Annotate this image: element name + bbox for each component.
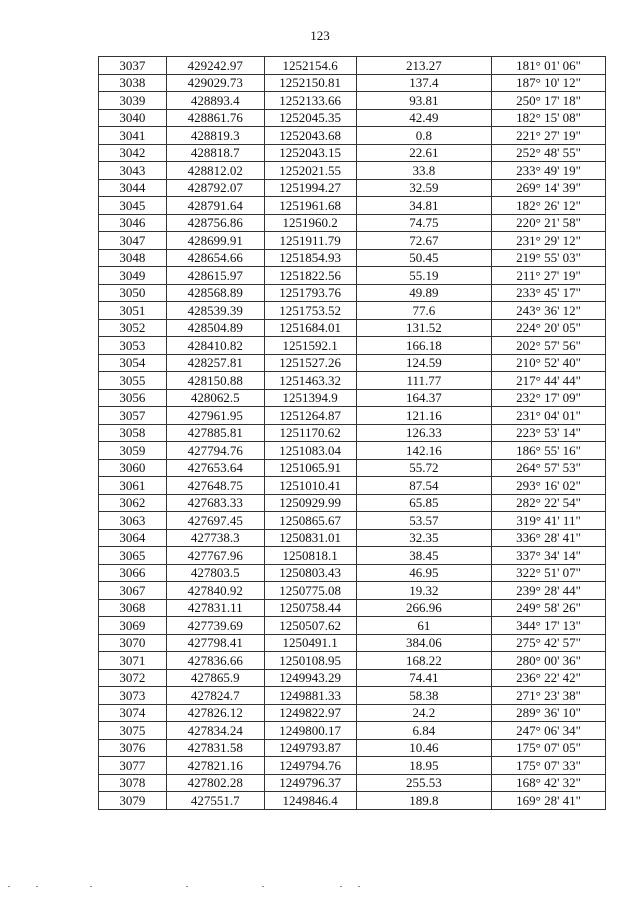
distance-cell: 49.89 xyxy=(356,284,492,302)
x-coordinate-cell: 428615.97 xyxy=(166,267,264,285)
point-number-cell: 3055 xyxy=(99,372,167,390)
coordinates-table xyxy=(98,56,606,810)
x-coordinate-cell: 427836.66 xyxy=(166,652,264,670)
point-number-cell: 3066 xyxy=(99,564,167,582)
distance-cell: 213.27 xyxy=(356,57,492,75)
y-coordinate-cell: 1252045.35 xyxy=(264,109,356,127)
table-row xyxy=(99,442,606,460)
point-number-cell: 3060 xyxy=(99,459,167,477)
x-coordinate-cell: 428150.88 xyxy=(166,372,264,390)
y-coordinate-cell: 1249793.87 xyxy=(264,739,356,757)
point-number-cell: 3067 xyxy=(99,582,167,600)
y-coordinate-cell: 1251592.1 xyxy=(264,337,356,355)
distance-cell: 32.35 xyxy=(356,529,492,547)
x-coordinate-cell: 428699.91 xyxy=(166,232,264,250)
y-coordinate-cell: 1249822.97 xyxy=(264,704,356,722)
bearing-cell: 175° 07' 33" xyxy=(492,757,606,775)
y-coordinate-cell: 1251753.52 xyxy=(264,302,356,320)
distance-cell: 34.81 xyxy=(356,197,492,215)
distance-cell: 72.67 xyxy=(356,232,492,250)
point-number-cell: 3049 xyxy=(99,267,167,285)
x-coordinate-cell: 427821.16 xyxy=(166,757,264,775)
bearing-cell: 247° 06' 34" xyxy=(492,722,606,740)
x-coordinate-cell: 427834.24 xyxy=(166,722,264,740)
bearing-cell: 219° 55' 03" xyxy=(492,249,606,267)
bearing-cell: 243° 36' 12" xyxy=(492,302,606,320)
bearing-cell: 168° 42' 32" xyxy=(492,774,606,792)
distance-cell: 164.37 xyxy=(356,389,492,407)
point-number-cell: 3061 xyxy=(99,477,167,495)
table-row xyxy=(99,109,606,127)
table-row xyxy=(99,582,606,600)
y-coordinate-cell: 1250803.43 xyxy=(264,564,356,582)
distance-cell: 61 xyxy=(356,617,492,635)
bearing-cell: 322° 51' 07" xyxy=(492,564,606,582)
bearing-cell: 221° 27' 19" xyxy=(492,127,606,145)
bearing-cell: 336° 28' 41" xyxy=(492,529,606,547)
y-coordinate-cell: 1252043.15 xyxy=(264,144,356,162)
y-coordinate-cell: 1251854.93 xyxy=(264,249,356,267)
point-number-cell: 3072 xyxy=(99,669,167,687)
point-number-cell: 3078 xyxy=(99,774,167,792)
distance-cell: 74.75 xyxy=(356,214,492,232)
x-coordinate-cell: 428812.02 xyxy=(166,162,264,180)
table-row xyxy=(99,669,606,687)
table-row xyxy=(99,232,606,250)
distance-cell: 266.96 xyxy=(356,599,492,617)
table-row xyxy=(99,92,606,110)
table-row xyxy=(99,634,606,652)
table-row xyxy=(99,652,606,670)
y-coordinate-cell: 1251961.68 xyxy=(264,197,356,215)
point-number-cell: 3053 xyxy=(99,337,167,355)
point-number-cell: 3071 xyxy=(99,652,167,670)
table-row xyxy=(99,337,606,355)
table-row xyxy=(99,127,606,145)
point-number-cell: 3058 xyxy=(99,424,167,442)
table-row xyxy=(99,267,606,285)
bearing-cell: 187° 10' 12" xyxy=(492,74,606,92)
x-coordinate-cell: 427551.7 xyxy=(166,792,264,810)
distance-cell: 19.32 xyxy=(356,582,492,600)
y-coordinate-cell: 1251822.56 xyxy=(264,267,356,285)
x-coordinate-cell: 428654.66 xyxy=(166,249,264,267)
y-coordinate-cell: 1251463.32 xyxy=(264,372,356,390)
y-coordinate-cell: 1252150.81 xyxy=(264,74,356,92)
point-number-cell: 3068 xyxy=(99,599,167,617)
table-row xyxy=(99,372,606,390)
x-coordinate-cell: 427865.9 xyxy=(166,669,264,687)
y-coordinate-cell: 1251911.79 xyxy=(264,232,356,250)
bearing-cell: 280° 00' 36" xyxy=(492,652,606,670)
x-coordinate-cell: 427840.92 xyxy=(166,582,264,600)
bearing-cell: 271° 23' 38" xyxy=(492,687,606,705)
y-coordinate-cell: 1251170.62 xyxy=(264,424,356,442)
point-number-cell: 3063 xyxy=(99,512,167,530)
point-number-cell: 3051 xyxy=(99,302,167,320)
x-coordinate-cell: 428818.7 xyxy=(166,144,264,162)
distance-cell: 58.38 xyxy=(356,687,492,705)
point-number-cell: 3054 xyxy=(99,354,167,372)
bearing-cell: 233° 49' 19" xyxy=(492,162,606,180)
point-number-cell: 3039 xyxy=(99,92,167,110)
bearing-cell: 282° 22' 54" xyxy=(492,494,606,512)
bearing-cell: 264° 57' 53" xyxy=(492,459,606,477)
distance-cell: 126.33 xyxy=(356,424,492,442)
x-coordinate-cell: 427826.12 xyxy=(166,704,264,722)
point-number-cell: 3074 xyxy=(99,704,167,722)
bearing-cell: 231° 04' 01" xyxy=(492,407,606,425)
table-row xyxy=(99,722,606,740)
point-number-cell: 3073 xyxy=(99,687,167,705)
table-row xyxy=(99,179,606,197)
y-coordinate-cell: 1250491.1 xyxy=(264,634,356,652)
bearing-cell: 186° 55' 16" xyxy=(492,442,606,460)
bearing-cell: 233° 45' 17" xyxy=(492,284,606,302)
x-coordinate-cell: 427738.3 xyxy=(166,529,264,547)
bearing-cell: 181° 01' 06" xyxy=(492,57,606,75)
table-row xyxy=(99,389,606,407)
point-number-cell: 3044 xyxy=(99,179,167,197)
table-row xyxy=(99,144,606,162)
point-number-cell: 3059 xyxy=(99,442,167,460)
distance-cell: 32.59 xyxy=(356,179,492,197)
bearing-cell: 232° 17' 09" xyxy=(492,389,606,407)
y-coordinate-cell: 1252133.66 xyxy=(264,92,356,110)
y-coordinate-cell: 1251264.87 xyxy=(264,407,356,425)
table-row xyxy=(99,197,606,215)
y-coordinate-cell: 1252043.68 xyxy=(264,127,356,145)
table-row xyxy=(99,757,606,775)
x-coordinate-cell: 428504.89 xyxy=(166,319,264,337)
bearing-cell: 289° 36' 10" xyxy=(492,704,606,722)
y-coordinate-cell: 1251684.01 xyxy=(264,319,356,337)
distance-cell: 166.18 xyxy=(356,337,492,355)
distance-cell: 38.45 xyxy=(356,547,492,565)
table-row xyxy=(99,354,606,372)
point-number-cell: 3075 xyxy=(99,722,167,740)
point-number-cell: 3037 xyxy=(99,57,167,75)
y-coordinate-cell: 1251793.76 xyxy=(264,284,356,302)
point-number-cell: 3041 xyxy=(99,127,167,145)
table-row xyxy=(99,57,606,75)
x-coordinate-cell: 428539.39 xyxy=(166,302,264,320)
bearing-cell: 239° 28' 44" xyxy=(492,582,606,600)
x-coordinate-cell: 429242.97 xyxy=(166,57,264,75)
distance-cell: 93.81 xyxy=(356,92,492,110)
table-row xyxy=(99,214,606,232)
table-row xyxy=(99,424,606,442)
point-number-cell: 3042 xyxy=(99,144,167,162)
distance-cell: 46.95 xyxy=(356,564,492,582)
distance-cell: 111.77 xyxy=(356,372,492,390)
y-coordinate-cell: 1249800.17 xyxy=(264,722,356,740)
x-coordinate-cell: 428819.3 xyxy=(166,127,264,145)
y-coordinate-cell: 1251527.26 xyxy=(264,354,356,372)
bearing-cell: 269° 14' 39" xyxy=(492,179,606,197)
x-coordinate-cell: 428257.81 xyxy=(166,354,264,372)
y-coordinate-cell: 1251960.2 xyxy=(264,214,356,232)
y-coordinate-cell: 1250929.99 xyxy=(264,494,356,512)
distance-cell: 55.72 xyxy=(356,459,492,477)
y-coordinate-cell: 1251994.27 xyxy=(264,179,356,197)
distance-cell: 189.8 xyxy=(356,792,492,810)
table-row xyxy=(99,512,606,530)
table-row xyxy=(99,494,606,512)
x-coordinate-cell: 427653.64 xyxy=(166,459,264,477)
x-coordinate-cell: 427798.41 xyxy=(166,634,264,652)
distance-cell: 53.57 xyxy=(356,512,492,530)
x-coordinate-cell: 427831.58 xyxy=(166,739,264,757)
bearing-cell: 275° 42' 57" xyxy=(492,634,606,652)
distance-cell: 255.53 xyxy=(356,774,492,792)
y-coordinate-cell: 1252154.6 xyxy=(264,57,356,75)
distance-cell: 124.59 xyxy=(356,354,492,372)
bearing-cell: 211° 27' 19" xyxy=(492,267,606,285)
distance-cell: 22.61 xyxy=(356,144,492,162)
bearing-cell: 220° 21' 58" xyxy=(492,214,606,232)
table-row xyxy=(99,617,606,635)
table-row xyxy=(99,319,606,337)
table-row xyxy=(99,302,606,320)
point-number-cell: 3040 xyxy=(99,109,167,127)
x-coordinate-cell: 427831.11 xyxy=(166,599,264,617)
y-coordinate-cell: 1252021.55 xyxy=(264,162,356,180)
distance-cell: 87.54 xyxy=(356,477,492,495)
table-row xyxy=(99,529,606,547)
x-coordinate-cell: 427824.7 xyxy=(166,687,264,705)
distance-cell: 142.16 xyxy=(356,442,492,460)
distance-cell: 168.22 xyxy=(356,652,492,670)
y-coordinate-cell: 1249794.76 xyxy=(264,757,356,775)
distance-cell: 65.85 xyxy=(356,494,492,512)
table-row xyxy=(99,162,606,180)
distance-cell: 137.4 xyxy=(356,74,492,92)
table-row xyxy=(99,599,606,617)
x-coordinate-cell: 427885.81 xyxy=(166,424,264,442)
bearing-cell: 344° 17' 13" xyxy=(492,617,606,635)
y-coordinate-cell: 1251065.91 xyxy=(264,459,356,477)
table-row xyxy=(99,564,606,582)
point-number-cell: 3047 xyxy=(99,232,167,250)
x-coordinate-cell: 427767.96 xyxy=(166,547,264,565)
point-number-cell: 3043 xyxy=(99,162,167,180)
x-coordinate-cell: 429029.73 xyxy=(166,74,264,92)
table-row xyxy=(99,477,606,495)
bearing-cell: 236° 22' 42" xyxy=(492,669,606,687)
x-coordinate-cell: 427803.5 xyxy=(166,564,264,582)
table-row xyxy=(99,459,606,477)
x-coordinate-cell: 427739.69 xyxy=(166,617,264,635)
x-coordinate-cell: 428893.4 xyxy=(166,92,264,110)
bearing-cell: 182° 26' 12" xyxy=(492,197,606,215)
point-number-cell: 3045 xyxy=(99,197,167,215)
point-number-cell: 3064 xyxy=(99,529,167,547)
bearing-cell: 293° 16' 02" xyxy=(492,477,606,495)
y-coordinate-cell: 1250758.44 xyxy=(264,599,356,617)
table-row xyxy=(99,704,606,722)
x-coordinate-cell: 428791.64 xyxy=(166,197,264,215)
bearing-cell: 224° 20' 05" xyxy=(492,319,606,337)
y-coordinate-cell: 1250831.01 xyxy=(264,529,356,547)
y-coordinate-cell: 1250507.62 xyxy=(264,617,356,635)
point-number-cell: 3046 xyxy=(99,214,167,232)
coordinates-table-body xyxy=(99,57,606,810)
bearing-cell: 182° 15' 08" xyxy=(492,109,606,127)
point-number-cell: 3065 xyxy=(99,547,167,565)
x-coordinate-cell: 427794.76 xyxy=(166,442,264,460)
table-row xyxy=(99,792,606,810)
distance-cell: 384.06 xyxy=(356,634,492,652)
bearing-cell: 210° 52' 40" xyxy=(492,354,606,372)
point-number-cell: 3052 xyxy=(99,319,167,337)
point-number-cell: 3056 xyxy=(99,389,167,407)
distance-cell: 131.52 xyxy=(356,319,492,337)
y-coordinate-cell: 1249881.33 xyxy=(264,687,356,705)
bearing-cell: 169° 28' 41" xyxy=(492,792,606,810)
distance-cell: 74.41 xyxy=(356,669,492,687)
x-coordinate-cell: 427683.33 xyxy=(166,494,264,512)
distance-cell: 33.8 xyxy=(356,162,492,180)
page-number: 123 xyxy=(310,28,330,43)
distance-cell: 50.45 xyxy=(356,249,492,267)
point-number-cell: 3069 xyxy=(99,617,167,635)
x-coordinate-cell: 428792.07 xyxy=(166,179,264,197)
distance-cell: 0.8 xyxy=(356,127,492,145)
point-number-cell: 3050 xyxy=(99,284,167,302)
point-number-cell: 3070 xyxy=(99,634,167,652)
point-number-cell: 3048 xyxy=(99,249,167,267)
bearing-cell: 319° 41' 11" xyxy=(492,512,606,530)
y-coordinate-cell: 1250865.67 xyxy=(264,512,356,530)
x-coordinate-cell: 428062.5 xyxy=(166,389,264,407)
y-coordinate-cell: 1249943.29 xyxy=(264,669,356,687)
table-row xyxy=(99,74,606,92)
table-row xyxy=(99,687,606,705)
point-number-cell: 3077 xyxy=(99,757,167,775)
distance-cell: 6.84 xyxy=(356,722,492,740)
x-coordinate-cell: 428861.76 xyxy=(166,109,264,127)
x-coordinate-cell: 427961.95 xyxy=(166,407,264,425)
distance-cell: 55.19 xyxy=(356,267,492,285)
bearing-cell: 202° 57' 56" xyxy=(492,337,606,355)
distance-cell: 10.46 xyxy=(356,739,492,757)
point-number-cell: 3079 xyxy=(99,792,167,810)
y-coordinate-cell: 1249846.4 xyxy=(264,792,356,810)
distance-cell: 121.16 xyxy=(356,407,492,425)
bearing-cell: 337° 34' 14" xyxy=(492,547,606,565)
table-row xyxy=(99,739,606,757)
x-coordinate-cell: 428756.86 xyxy=(166,214,264,232)
distance-cell: 42.49 xyxy=(356,109,492,127)
bearing-cell: 217° 44' 44" xyxy=(492,372,606,390)
point-number-cell: 3076 xyxy=(99,739,167,757)
y-coordinate-cell: 1250775.08 xyxy=(264,582,356,600)
y-coordinate-cell: 1250108.95 xyxy=(264,652,356,670)
bearing-cell: 250° 17' 18" xyxy=(492,92,606,110)
x-coordinate-cell: 428410.82 xyxy=(166,337,264,355)
table-row xyxy=(99,547,606,565)
scan-noise-marks xyxy=(0,886,640,892)
point-number-cell: 3038 xyxy=(99,74,167,92)
y-coordinate-cell: 1250818.1 xyxy=(264,547,356,565)
y-coordinate-cell: 1251394.9 xyxy=(264,389,356,407)
table-row xyxy=(99,774,606,792)
distance-cell: 18.95 xyxy=(356,757,492,775)
bearing-cell: 223° 53' 14" xyxy=(492,424,606,442)
bearing-cell: 231° 29' 12" xyxy=(492,232,606,250)
bearing-cell: 175° 07' 05" xyxy=(492,739,606,757)
point-number-cell: 3062 xyxy=(99,494,167,512)
table-row xyxy=(99,249,606,267)
distance-cell: 24.2 xyxy=(356,704,492,722)
x-coordinate-cell: 427648.75 xyxy=(166,477,264,495)
distance-cell: 77.6 xyxy=(356,302,492,320)
y-coordinate-cell: 1251010.41 xyxy=(264,477,356,495)
bearing-cell: 249° 58' 26" xyxy=(492,599,606,617)
table-row xyxy=(99,407,606,425)
bearing-cell: 252° 48' 55" xyxy=(492,144,606,162)
x-coordinate-cell: 428568.89 xyxy=(166,284,264,302)
y-coordinate-cell: 1251083.04 xyxy=(264,442,356,460)
x-coordinate-cell: 427697.45 xyxy=(166,512,264,530)
table-row xyxy=(99,284,606,302)
x-coordinate-cell: 427802.28 xyxy=(166,774,264,792)
y-coordinate-cell: 1249796.37 xyxy=(264,774,356,792)
point-number-cell: 3057 xyxy=(99,407,167,425)
